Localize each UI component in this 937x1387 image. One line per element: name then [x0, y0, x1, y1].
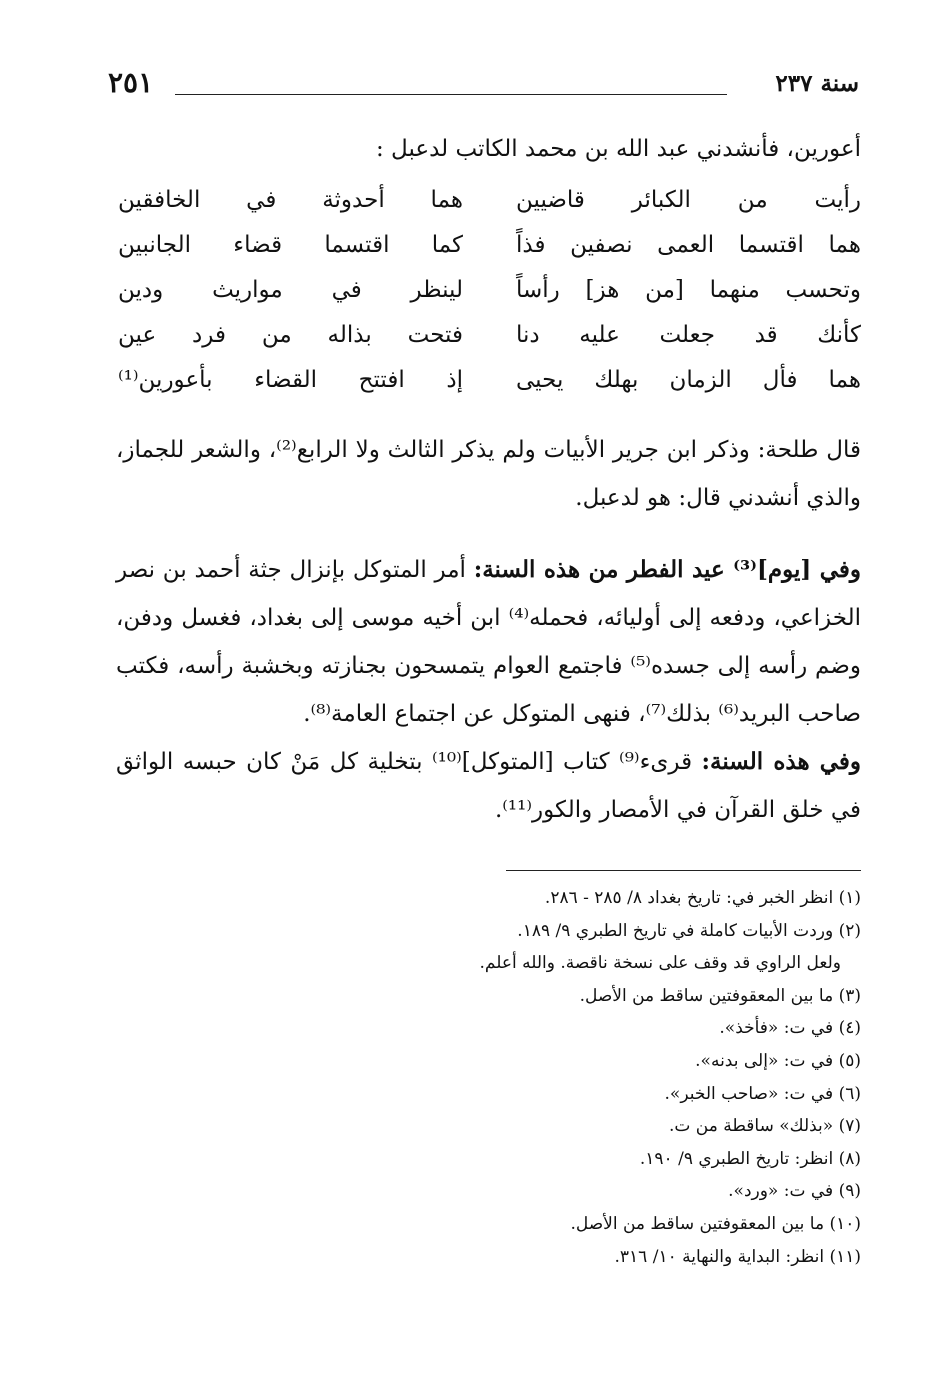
verse-second-hemistich: هما أحدوثة في الخافقين: [118, 187, 463, 213]
poem-verse: [118, 277, 861, 322]
paragraph-this-year: [116, 738, 861, 834]
footnote: (٦) في ت: «صاحب الخبر».: [664, 1083, 861, 1104]
running-header-year: سنة ٢٣٧: [775, 70, 859, 97]
footnote-rule: [506, 870, 861, 871]
footnote: (١) انظر الخبر في: تاريخ بغداد ٨/ ٢٨٥ - ٢٨٦.: [544, 888, 861, 908]
verse-first-hemistich: كأنك قد جعلت عليه دنا: [516, 322, 861, 348]
footnote: (٣) ما بين المعقوفتين ساقط من الأصل.: [579, 985, 861, 1006]
paragraph-lead: وفي هذه السنة:: [701, 748, 861, 775]
page-number: ٢٥١: [108, 66, 154, 99]
footnote: (٧) «بذلك» ساقطة من ت.: [668, 1116, 861, 1137]
poem: [118, 187, 861, 412]
poem-verse: [118, 187, 861, 232]
verse-first-hemistich: هما اقتسما العمى نصفين فذاً: [516, 232, 861, 258]
paragraph-talha: [116, 426, 861, 522]
header-rule: [175, 94, 727, 95]
verse-first-hemistich: هما فأل الزمان بهلك يحيى: [516, 367, 861, 393]
intro-line: أعورين، فأنشدني عبد الله بن محمد الكاتب لدعبل :: [375, 136, 861, 162]
footnote: (٢) وردت الأبيات كاملة في تاريخ الطبري ٩/ ١٨٩.: [517, 920, 861, 941]
footnote: (٨) انظر: تاريخ الطبري ٩/ ١٩٠.: [639, 1148, 861, 1169]
paragraph-text: قال طلحة: وذكر ابن جرير الأبيات ولم يذكر الثالث ولا الرابع⁽²⁾، والشعر للجماز، والذي أنشدني قال: هو لدعبل.: [116, 437, 861, 511]
verse-second-hemistich: فتحت بذاله من فرد عين: [118, 322, 463, 348]
footnotes: [121, 882, 861, 1273]
footnote: (٩) في ت: «ورد».: [728, 1181, 861, 1202]
verse-second-hemistich: كما اقتسما قضاء الجانبين: [118, 232, 463, 258]
footnote: (٤) في ت: «فأخذ».: [719, 1018, 861, 1039]
poem-verse: [118, 367, 861, 412]
paragraph-lead: وفي [يوم]⁽³⁾ عيد الفطر من هذه السنة:: [473, 556, 861, 583]
poem-verse: [118, 232, 861, 277]
paragraph-text: قرىء⁽⁹⁾ كتاب [المتوكل]⁽¹⁰⁾ بتخلية كل مَنْ كان حبسه الواثق في خلق القرآن في الأمصار والكور⁽¹¹⁾.: [116, 749, 861, 823]
footnote-continuation: ولعل الراوي قد وقف على نسخة ناقصة. والله أعلم.: [479, 953, 841, 974]
verse-first-hemistich: وتحسب منهما [من هز] رأساً: [516, 277, 861, 303]
paragraph-eid: [116, 546, 861, 738]
verse-first-hemistich: رأيت من الكبائر قاضيين: [516, 187, 861, 213]
verse-second-hemistich: إذ افتتح القضاء بأعورين⁽¹⁾: [118, 367, 463, 393]
verse-second-hemistich: لينظر في مواريث ودين: [118, 277, 463, 303]
footnote: (٥) في ت: «إلى بدنه».: [695, 1050, 861, 1071]
footnote: (١١) انظر: البداية والنهاية ١٠/ ٣١٦.: [614, 1246, 861, 1267]
poem-verse: [118, 322, 861, 367]
paragraph-text: أمر المتوكل بإنزال جثة أحمد بن نصر الخزاعي، ودفعه إلى أوليائه، فحمله⁽⁴⁾ ابن أخيه موسى إلى بغداد، فغسل ودفن، وضم رأسه إلى جسده⁽⁵⁾ فاجتمع العوام يتمسحون بجنازته وبخشبة رأسه، فكتب صاحب البريد⁽⁶⁾ بذلك⁽⁷⁾، فنهى المتوكل عن اجتماع العامة⁽⁸⁾.: [116, 557, 861, 727]
footnote: (١٠) ما بين المعقوفتين ساقط من الأصل.: [570, 1213, 861, 1234]
